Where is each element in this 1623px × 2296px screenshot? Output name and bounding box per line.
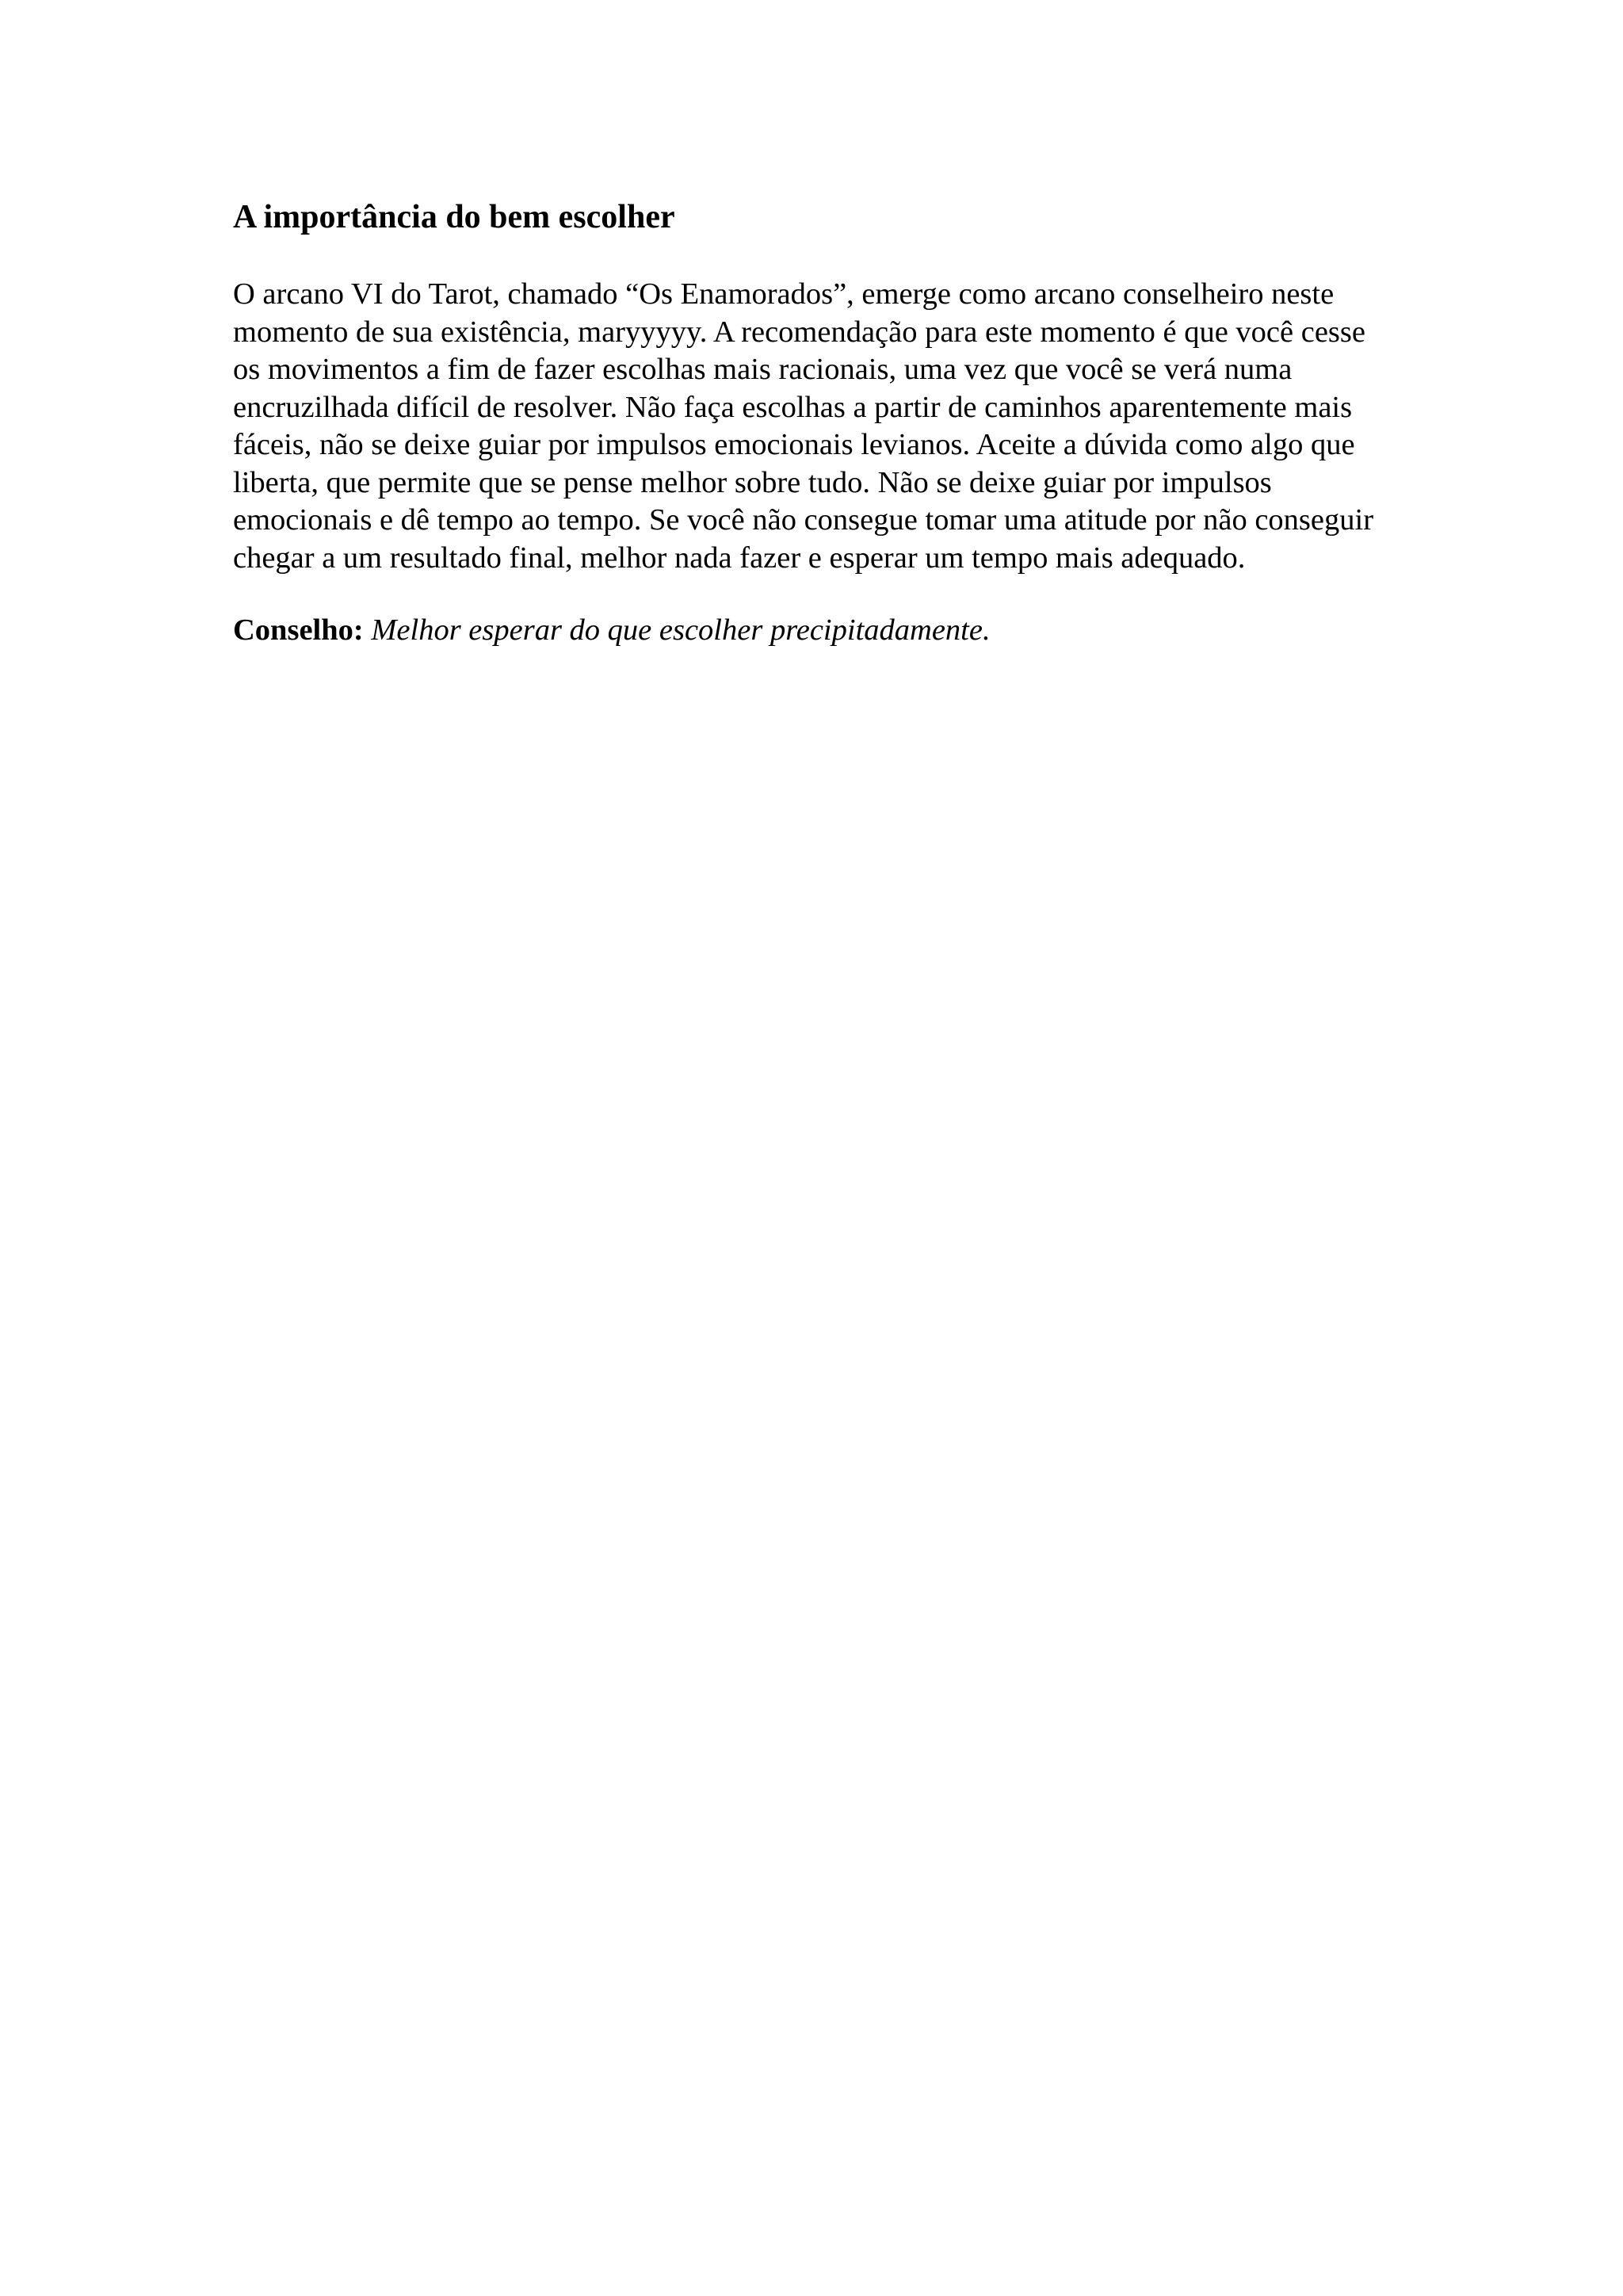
body-paragraph: O arcano VI do Tarot, chamado “Os Enamorados”, emerge como arcano conselheiro neste momento de sua existência, maryyyyy. A recomendação para este momento é que você cesse os movimentos a fim de fazer escolhas mais racionais, uma vez que você se verá numa encruzilhada difícil de resolver. Não faça escolhas a partir de caminhos aparentemente mais fáceis, não se deixe guiar por impulsos emocionais levianos. Aceite a dúvida como algo que liberta, que permite que se pense melhor sobre tudo. Não se deixe guiar por impulsos emocionais e dê tempo ao tempo. Se você não consegue tomar uma atitude por não conseguir chegar a um resultado final, melhor nada fazer e esperar um tempo mais adequado. (233, 277, 1374, 575)
advice-label: Conselho: (233, 613, 364, 647)
document-title: A importância do bem escolher (233, 199, 675, 235)
advice-paragraph (233, 612, 1398, 650)
advice-text: Melhor esperar do que escolher precipitadamente. (371, 613, 991, 647)
document-content (233, 193, 1398, 650)
